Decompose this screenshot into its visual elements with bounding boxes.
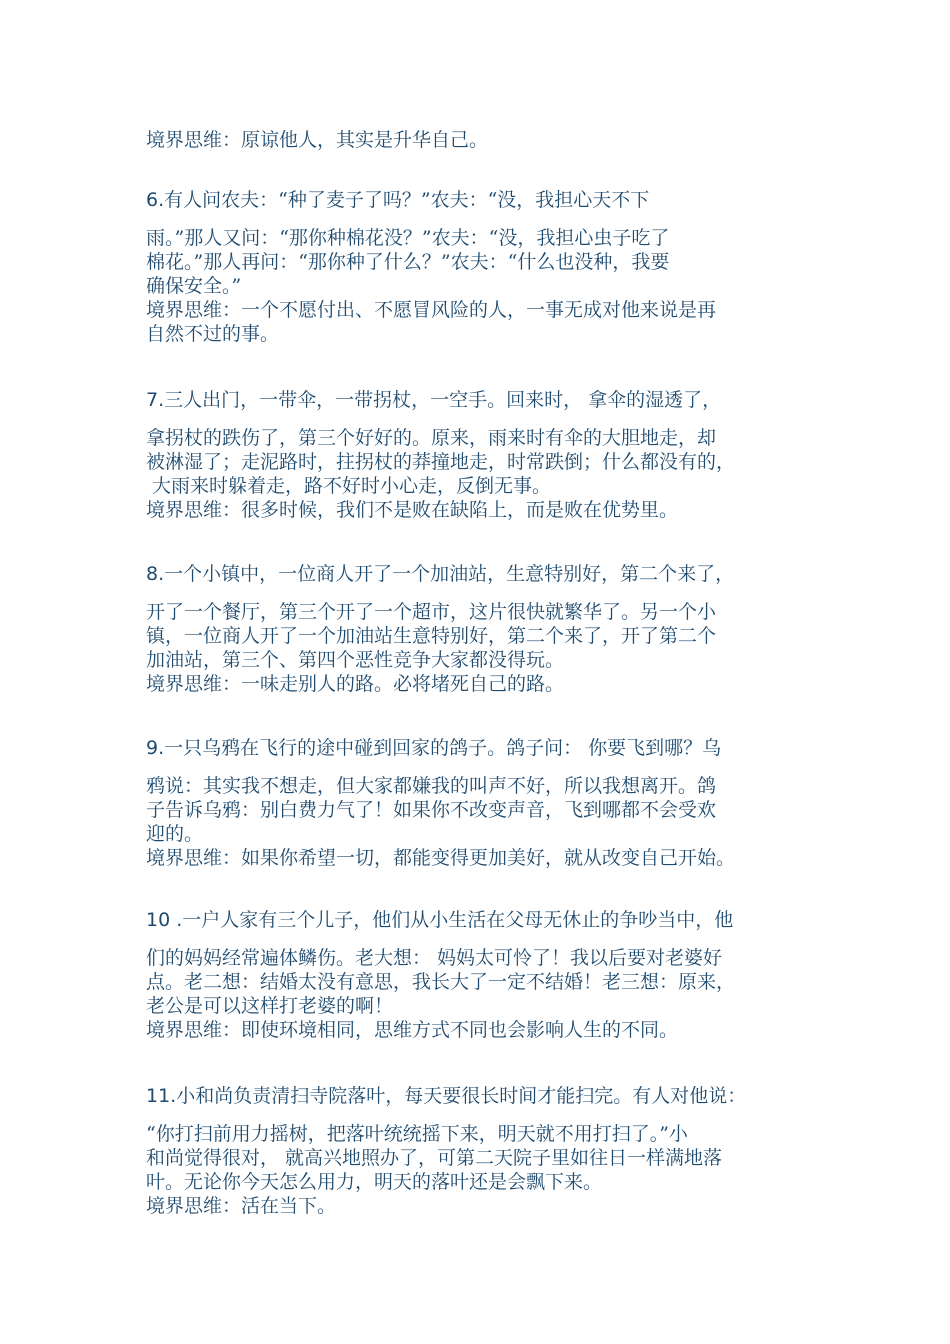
story-7 — [146, 388, 810, 522]
story-first-text: 一户人家有三个儿子，他们从小生活在父母无休止的争吵当中，他 — [182, 909, 734, 931]
story-first-line — [146, 388, 810, 412]
story-number: 9. — [146, 737, 165, 759]
story-line: 大雨来时躲着走，路不好时小心走，反倒无事。 — [146, 475, 552, 497]
story-line: 雨。”那人又问：“那你种棉花没？”农夫：“没，我担心虫子吃了 — [146, 227, 670, 249]
story-line: 拿拐杖的跌伤了，第三个好好的。原来，雨来时有伞的大胆地走，却 — [146, 427, 717, 449]
story-first-text: 一只乌鸦在飞行的途中碰到回家的鸽子。鸽子问： 你要飞到哪？乌 — [164, 737, 722, 759]
story-thought: 境界思维：活在当下。 — [146, 1195, 337, 1217]
intro-thought: 境界思维：原谅他人，其实是升华自己。 — [146, 129, 489, 151]
story-line: 加油站，第三个、第四个恶性竞争大家都没得玩。 — [146, 649, 565, 671]
story-number: 6. — [146, 189, 165, 211]
story-first-line — [146, 188, 810, 212]
story-line: 棉花。”那人再问：“那你种了什么？”农夫：“什么也没种，我要 — [146, 251, 670, 273]
story-first-line — [146, 736, 810, 760]
story-first-line — [146, 908, 810, 932]
story-10 — [146, 908, 810, 1042]
story-line: 子告诉乌鸦：别白费力气了！如果你不改变声音，飞到哪都不会受欢 — [146, 799, 717, 821]
story-line: “你打扫前用力摇树，把落叶统统摇下来，明天就不用打扫了。”小 — [146, 1123, 688, 1145]
story-number: 8. — [146, 563, 165, 585]
story-thought: 境界思维：一个不愿付出、不愿冒风险的人，一事无成对他来说是再 — [146, 299, 717, 321]
story-9 — [146, 736, 810, 870]
story-line: 被淋湿了；走泥路时，拄拐杖的莽撞地走，时常跌倒；什么都没有的， — [146, 451, 736, 473]
story-first-line — [146, 562, 810, 586]
story-line: 们的妈妈经常遍体鳞伤。老大想： 妈妈太可怜了！我以后要对老婆好 — [146, 947, 723, 969]
story-line: 和尚觉得很对， 就高兴地照办了，可第二天院子里如往日一样满地落 — [146, 1147, 723, 1169]
story-line: 鸦说：其实我不想走，但大家都嫌我的叫声不好，所以我想离开。鸽 — [146, 775, 717, 797]
story-line: 开了一个餐厅，第三个开了一个超市，这片很快就繁华了。另一个小 — [146, 601, 717, 623]
story-thought: 境界思维：一味走别人的路。必将堵死自己的路。 — [146, 673, 565, 695]
story-line: 迎的。 — [146, 823, 204, 845]
story-6 — [146, 188, 810, 346]
story-thought: 境界思维：很多时候，我们不是败在缺陷上，而是败在优势里。 — [146, 499, 679, 521]
story-11 — [146, 1084, 810, 1218]
story-number: 7. — [146, 389, 165, 411]
story-line: 镇，一位商人开了一个加油站生意特别好，第二个来了，开了第二个 — [146, 625, 717, 647]
story-thought: 境界思维：如果你希望一切，都能变得更加美好，就从改变自己开始。 — [146, 847, 736, 869]
story-line: 叶。无论你今天怎么用力，明天的落叶还是会飘下来。 — [146, 1171, 603, 1193]
story-line: 点。老二想：结婚太没有意思，我长大了一定不结婚！老三想：原来， — [146, 971, 736, 993]
story-line: 确保安全。” — [146, 275, 242, 297]
story-first-text: 小和尚负责清扫寺院落叶，每天要很长时间才能扫完。有人对他说： — [176, 1085, 747, 1107]
story-thought: 境界思维：即使环境相同，思维方式不同也会影响人生的不同。 — [146, 1019, 679, 1041]
story-first-text: 一个小镇中，一位商人开了一个加油站，生意特别好，第二个来了， — [164, 563, 735, 585]
story-thought-continued: 自然不过的事。 — [146, 323, 280, 345]
story-8 — [146, 562, 810, 696]
story-number: 10 . — [146, 909, 183, 931]
story-first-text: 三人出门，一带伞，一带拐杖，一空手。回来时， 拿伞的湿透了， — [164, 389, 722, 411]
story-line: 老公是可以这样打老婆的啊！ — [146, 995, 394, 1017]
story-number: 11. — [146, 1085, 177, 1107]
story-first-line — [146, 1084, 810, 1108]
story-first-text: 有人问农夫：“种了麦子了吗？”农夫：“没，我担心天不下 — [164, 189, 650, 211]
